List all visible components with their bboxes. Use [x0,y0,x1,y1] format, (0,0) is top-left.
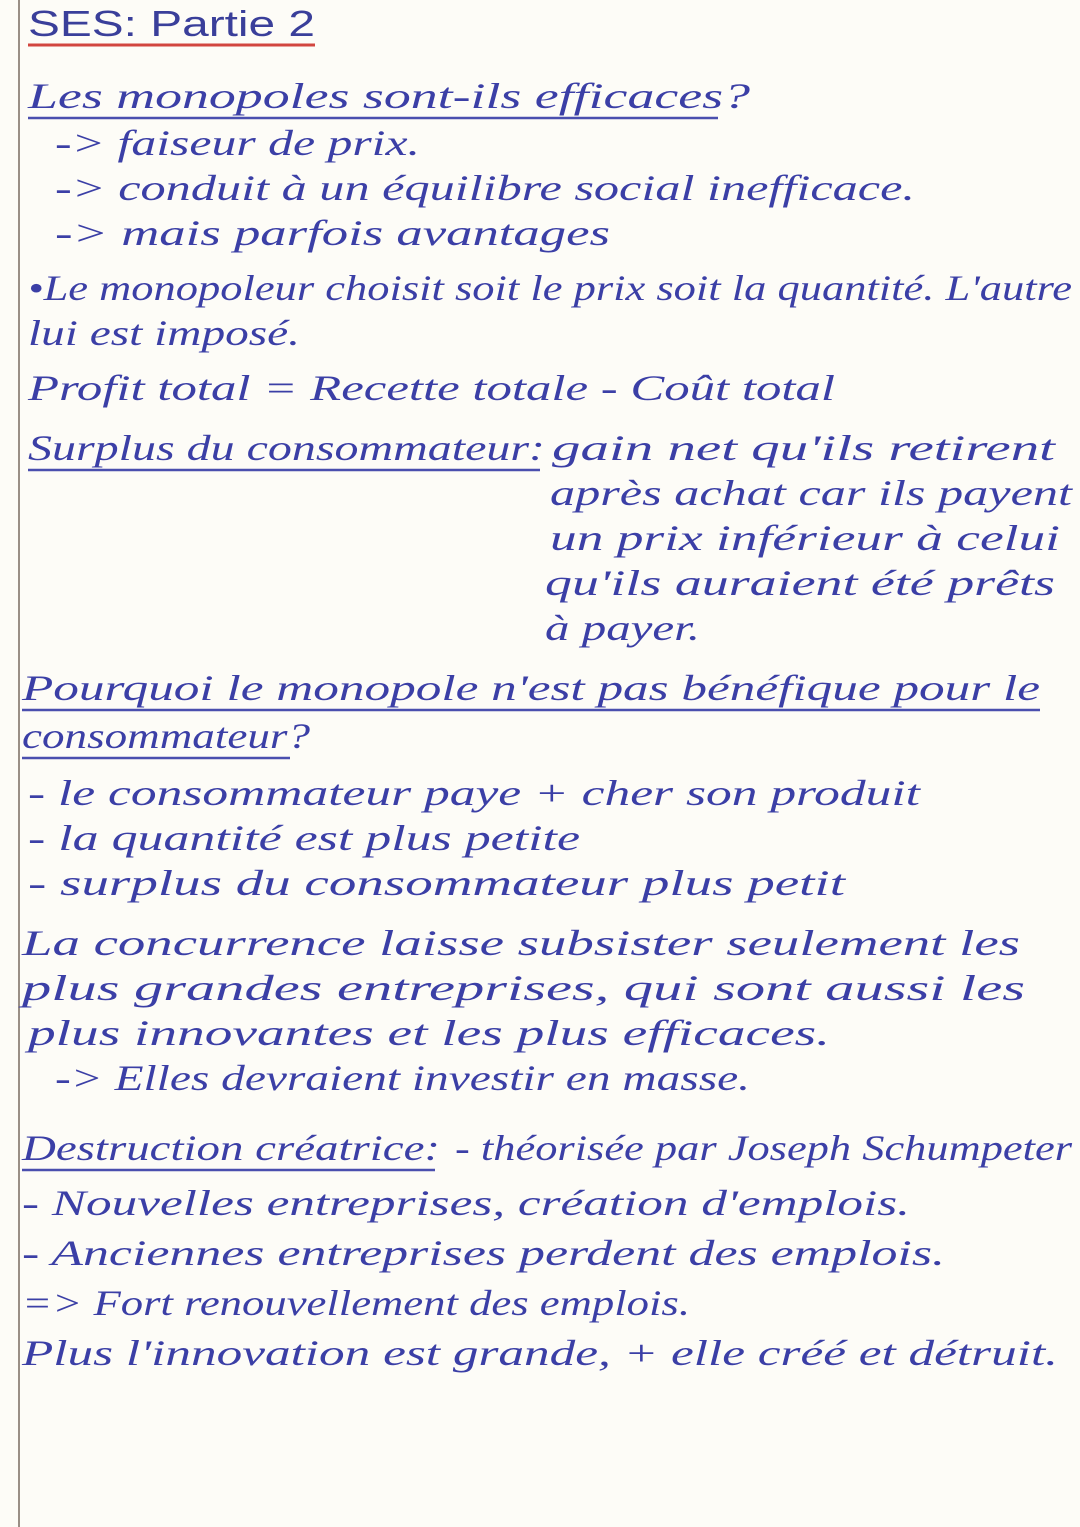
paragraph-line: La concurrence laisse subsister seulement les [20,923,1020,963]
definition-line: après achat car ils payent [550,473,1074,513]
conclusion-line: Plus l'innovation est grande, + elle créé et détruit. [20,1333,1058,1373]
section-heading-pourquoi-cont: consommateur? [22,716,310,756]
bullet-point: -> conduit à un équilibre social inefficace. [55,168,915,208]
note-line: •Le monopoleur choisit soit le prix soit la quantité. L'autre [28,268,1073,308]
bullet-point: => Fort renouvellement des emplois. [22,1283,690,1323]
profit-formula: Profit total = Recette totale - Coût total [26,368,836,408]
paragraph-line: -> Elles devraient investir en masse. [55,1058,750,1098]
paragraph-line: plus innovantes et les plus efficaces. [23,1013,831,1053]
section-heading-monopoles: Les monopoles sont-ils efficaces? [26,76,751,116]
bullet-point: - surplus du consommateur plus petit [28,863,847,903]
surplus-term: Surplus du consommateur: [28,428,545,468]
bullet-point: -> faiseur de prix. [55,123,421,163]
bullet-point: - la quantité est plus petite [28,818,581,858]
destruction-term: Destruction créatrice: [20,1128,441,1168]
page-title: SES: Partie 2 [28,3,315,44]
definition-line: à payer. [545,608,700,648]
bullet-point: - Nouvelles entreprises, création d'emplois. [22,1183,910,1223]
paragraph-line: plus grandes entreprises, qui sont aussi les [17,968,1026,1008]
bullet-point: -> mais parfois avantages [55,213,610,253]
bullet-point: - Anciennes entreprises perdent des emplois. [22,1233,945,1273]
section-heading-pourquoi: Pourquoi le monopole n'est pas bénéfique pour le [20,668,1041,708]
attribution: - théorisée par Joseph Schumpeter [455,1128,1074,1168]
bullet-point: - le consommateur paye + cher son produit [28,773,922,813]
definition-line: un prix inférieur à celui [550,518,1060,558]
note-line: lui est imposé. [28,313,300,353]
definition-line: qu'ils auraient été prêts [545,563,1055,603]
definition-line: gain net qu'ils retirent [552,428,1057,468]
